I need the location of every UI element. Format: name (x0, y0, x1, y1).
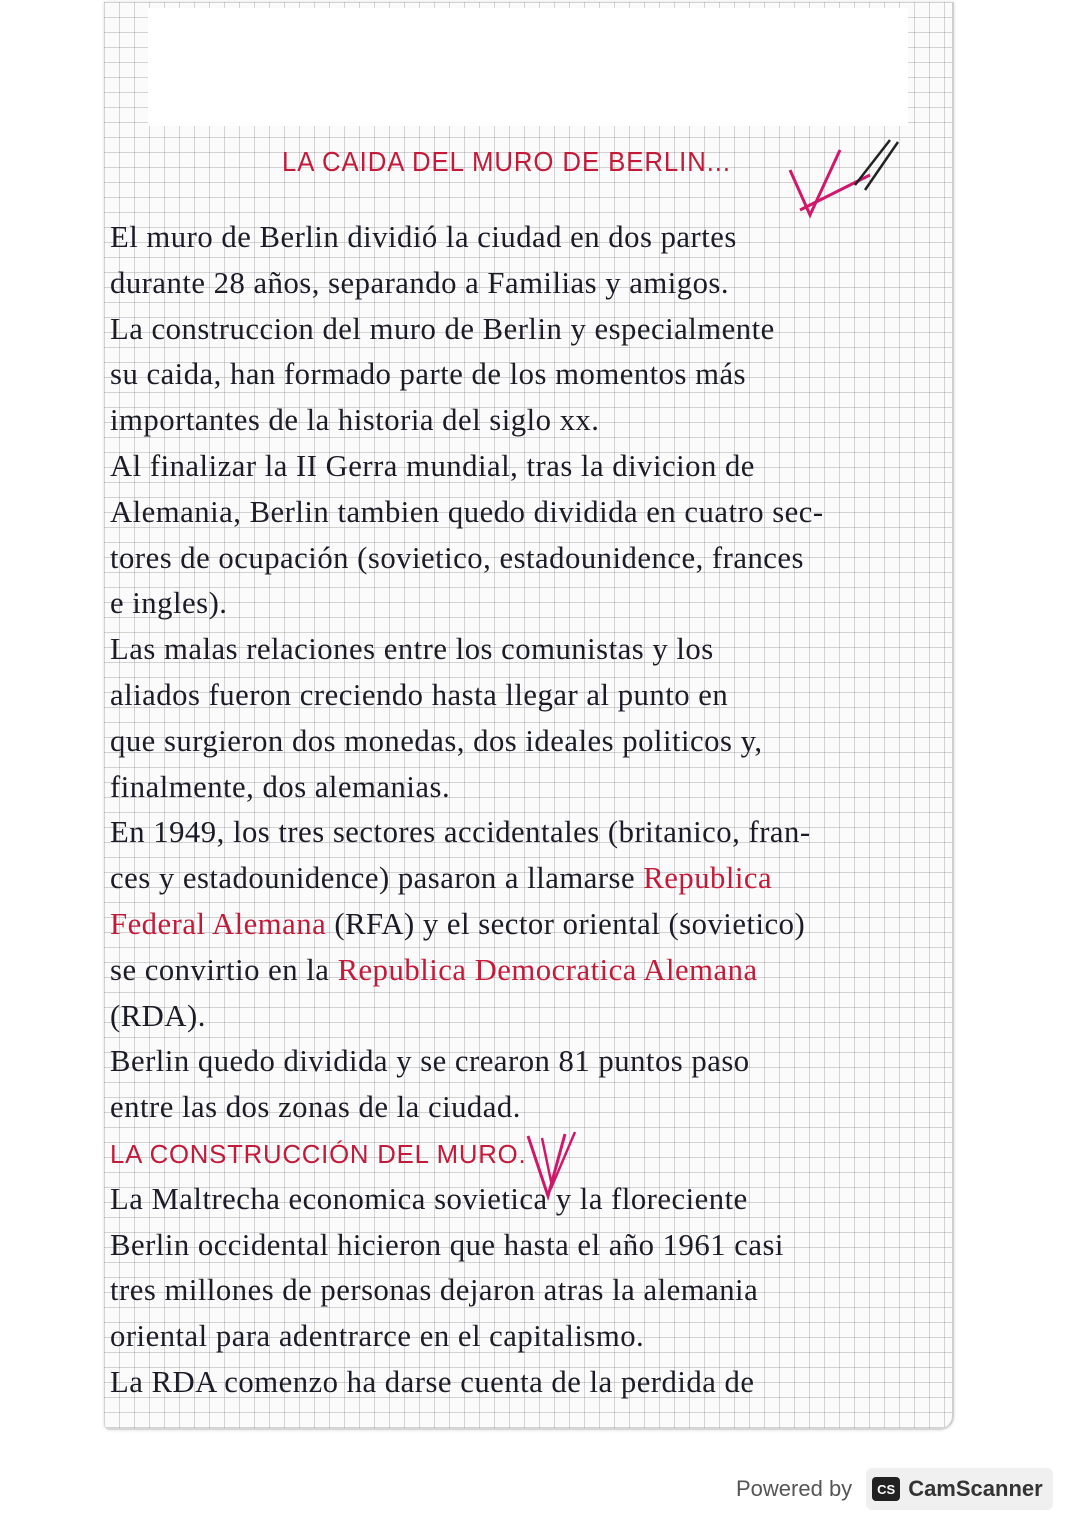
page-title: LA CAIDA DEL MURO DE BERLIN... (282, 146, 731, 177)
text-line (110, 397, 942, 443)
highlighted-term: Republica Democratica Alemana (337, 951, 758, 987)
text-line (110, 1222, 942, 1268)
line-text: (RDA). (110, 997, 206, 1033)
line-text: ces y estadounidence) pasaron a llamarse (110, 860, 636, 896)
line-text: En 1949, los tres sectores accidentales (britanico, fran- (110, 814, 811, 850)
camscanner-badge (866, 1468, 1053, 1510)
line-text: e ingles). (110, 585, 228, 621)
line-text: tres millones de personas dejaron atras la alemania (110, 1272, 759, 1308)
line-text: El muro de Berlin dividió la ciudad en dos partes (110, 219, 737, 254)
section-heading: LA CONSTRUCCIÓN DEL MURO. (110, 1138, 527, 1169)
line-text: (RFA) y el sector oriental (sovietico) (334, 905, 806, 941)
text-line (110, 901, 942, 947)
text-line (110, 1130, 942, 1176)
text-line (110, 1313, 942, 1359)
line-text: su caida, han formado parte de los momentos más (110, 356, 747, 392)
text-line (110, 1359, 942, 1405)
text-line (110, 443, 942, 489)
line-text: se convirtio en la (110, 951, 330, 987)
text-line (110, 214, 942, 260)
line-text: aliados fueron creciendo hasta llegar al punto en (110, 676, 729, 712)
text-line (110, 580, 942, 626)
line-text: Al finalizar la II Gerra mundial, tras la divicion de (110, 447, 755, 483)
margin-scribbles (106, 10, 146, 120)
line-text: durante 28 años, separando a Familias y amigos. (110, 264, 730, 300)
line-text: La construccion del muro de Berlin y especialmente (110, 310, 775, 346)
text-line (110, 993, 942, 1039)
redacted-header-area (148, 8, 908, 126)
text-line (110, 489, 942, 535)
line-text: La Maltrecha economica sovietica y la floreciente (110, 1180, 748, 1216)
line-text: tores de ocupación (sovietico, estadounidence, frances (110, 539, 804, 575)
line-text: Berlin occidental hicieron que hasta el año 1961 casi (110, 1226, 784, 1262)
line-text: oriental para adentrarce en el capitalismo. (110, 1318, 645, 1354)
text-line (110, 947, 942, 993)
line-text: entre las dos zonas de la ciudad. (110, 1089, 521, 1125)
highlighted-term: Federal Alemana (110, 905, 327, 941)
text-line (110, 809, 942, 855)
text-line (110, 764, 942, 810)
text-line (110, 351, 942, 397)
text-line (110, 306, 942, 352)
text-line (110, 1176, 942, 1222)
text-line (110, 626, 942, 672)
line-text: importantes de la historia del siglo xx. (110, 402, 600, 438)
scanner-watermark (736, 1468, 1053, 1510)
camscanner-logo-icon: CS (872, 1477, 900, 1501)
line-text: finalmente, dos alemanias. (110, 768, 451, 804)
text-line (110, 718, 942, 764)
line-text: Alemania, Berlin tambien quedo dividida en cuatro sec- (110, 493, 824, 529)
highlighted-term: Republica (643, 860, 773, 896)
text-line (110, 535, 942, 581)
handwritten-body (110, 214, 950, 1405)
line-text: que surgieron dos monedas, dos ideales politicos y, (110, 722, 763, 758)
text-line (110, 1038, 942, 1084)
line-text: Las malas relaciones entre los comunistas y los (110, 631, 714, 667)
text-line (110, 672, 942, 718)
powered-by-label: Powered by (736, 1476, 853, 1501)
text-line (110, 1267, 942, 1313)
camscanner-brand: CamScanner (908, 1476, 1043, 1501)
text-line (110, 260, 942, 306)
line-text: La RDA comenzo ha darse cuenta de la perdida de (110, 1363, 755, 1399)
text-line (110, 1084, 942, 1130)
text-line (110, 855, 942, 901)
line-text: Berlin quedo dividida y se crearon 81 puntos paso (110, 1043, 750, 1079)
